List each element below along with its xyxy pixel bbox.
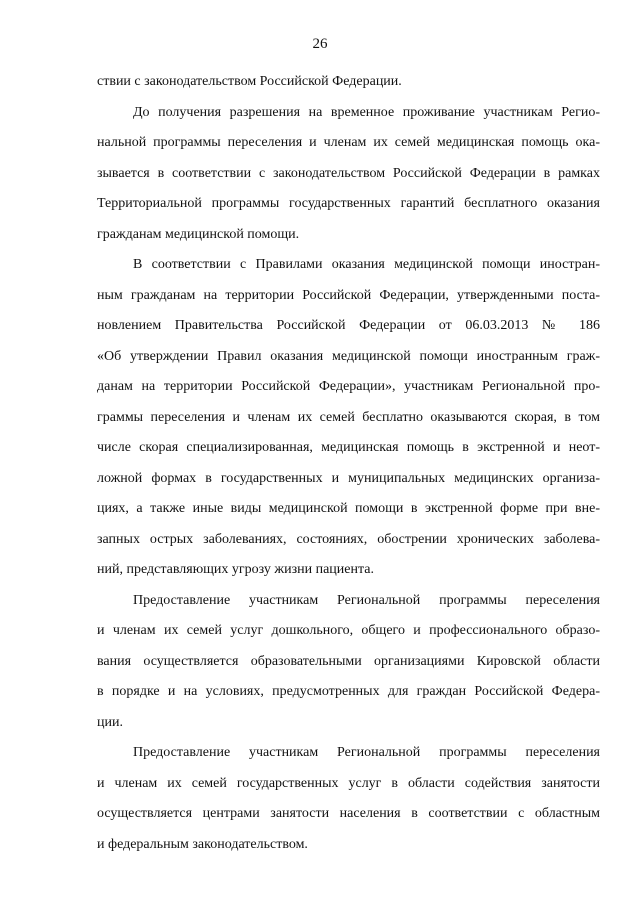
paragraph-5	[97, 738, 600, 860]
text-line: новлением Правительства Российской Федерации от 06.03.2013 № 186	[97, 318, 600, 333]
text-line: и членам их семей государственных услуг в области содействия занятости	[97, 775, 600, 791]
text-line: граммы переселения и членам их семей бесплатно оказываются скорая, в том	[97, 409, 600, 425]
text-line: осуществляется центрами занятости населения в соответствии с областным	[97, 806, 600, 821]
text-line: Предоставление участникам Региональной программы переселения	[133, 592, 600, 608]
text-line: Предоставление участникам Региональной программы переселения	[133, 745, 600, 760]
text-line: ний, представляющих угрозу жизни пациента.	[97, 562, 374, 577]
document-body	[97, 67, 600, 860]
text-line: зывается в соответствии с законодательством Российской Федерации в рамках	[97, 165, 600, 181]
text-line: До получения разрешения на временное проживание участникам Регио-	[133, 104, 600, 120]
text-line: в порядке и на условиях, предусмотренных для граждан Российской Федера-	[97, 684, 600, 699]
text-line: гражданам медицинской помощи.	[97, 226, 300, 242]
text-line: и членам их семей услуг дошкольного, общего и профессионального образо-	[97, 623, 600, 638]
text-line: ции.	[97, 714, 123, 730]
text-line: ложной формах в государственных и муниципальных медицинских организа-	[97, 470, 600, 486]
text-line: циях, а также иные виды медицинской помощи в экстренной форме при вне-	[97, 501, 600, 516]
paragraph-1	[97, 67, 600, 98]
text-line: и федеральным законодательством.	[97, 836, 308, 852]
text-line: ствии с законодательством Российской Федерации.	[97, 74, 402, 89]
text-line: В соответствии с Правилами оказания медицинской помощи иностран-	[133, 257, 600, 272]
paragraph-2	[97, 98, 600, 251]
text-line: данам на территории Российской Федерации», участникам Региональной про-	[97, 379, 600, 394]
text-line: числе скорая специализированная, медицинская помощь в экстренной и неот-	[97, 440, 600, 455]
paragraph-3	[97, 250, 600, 586]
text-line: ным гражданам на территории Российской Федерации, утвержденными поста-	[97, 287, 600, 303]
page-number: 26	[312, 36, 328, 52]
text-line: вания осуществляется образовательными организациями Кировской области	[97, 653, 600, 669]
text-line: нальной программы переселения и членам их семей медицинская помощь ока-	[97, 135, 600, 150]
text-line: «Об утверждении Правил оказания медицинской помощи иностранным граж-	[97, 348, 600, 364]
paragraph-4	[97, 586, 600, 739]
text-line: Территориальной программы государственных гарантий бесплатного оказания	[97, 196, 600, 211]
text-line: запных острых заболеваниях, состояниях, обострении хронических заболева-	[97, 531, 600, 547]
